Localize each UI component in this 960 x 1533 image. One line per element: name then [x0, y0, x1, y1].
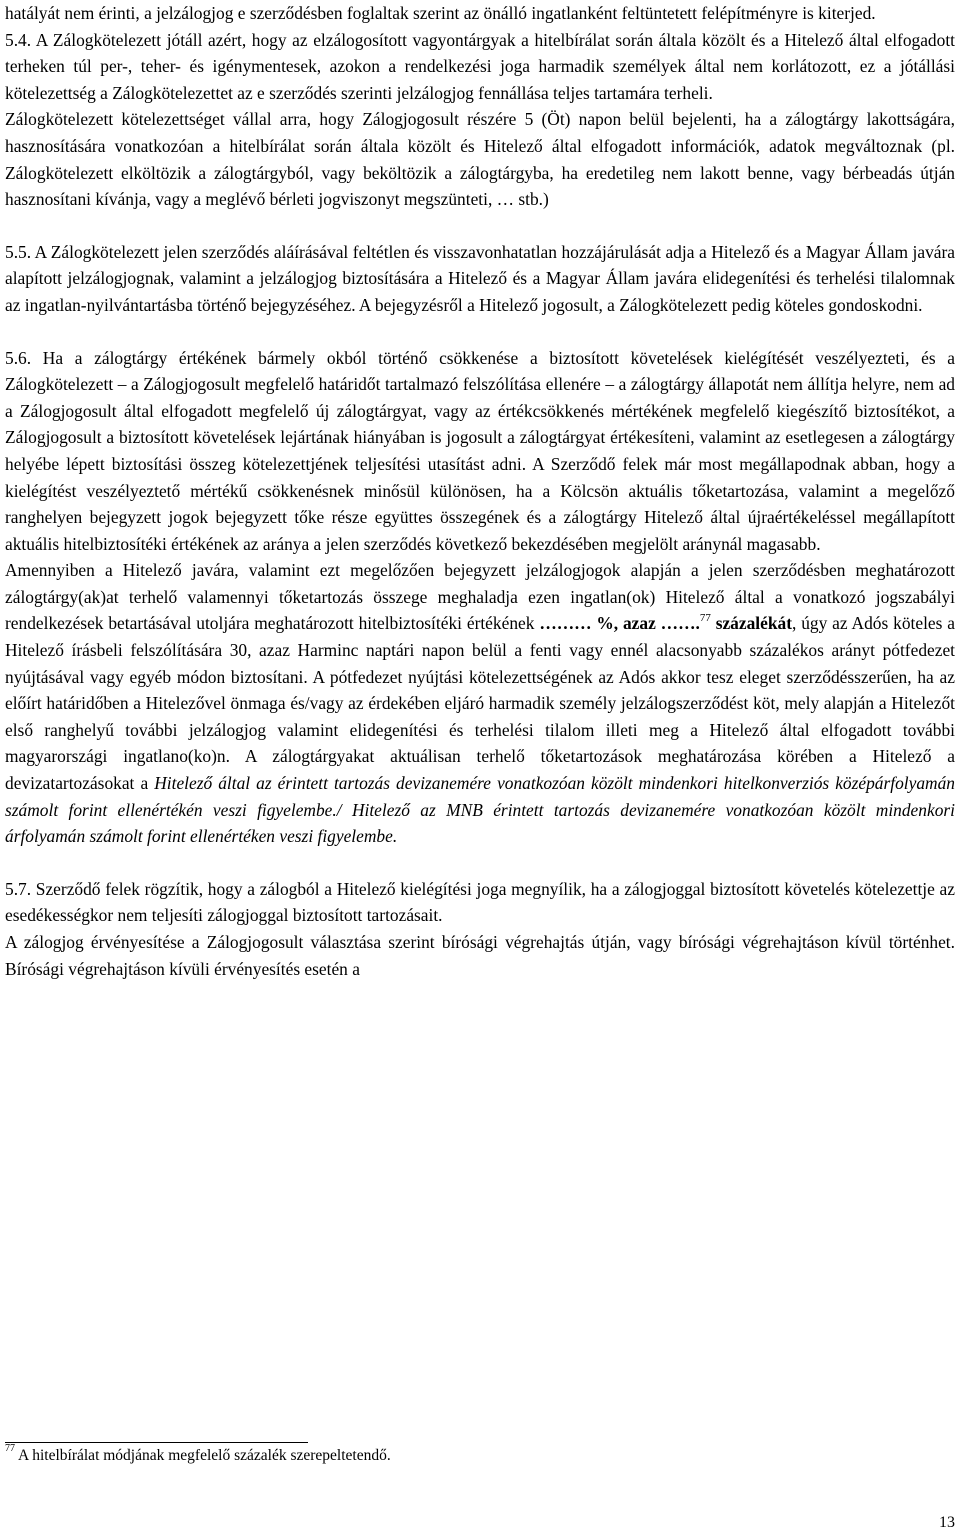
text-span: , úgy az Adós köteles a Hitelező írásbeli felszólítására 30, azaz Harminc naptári napon belül a fenti vagy ennél alacsonyabb százalékos arányt pótfedezet nyújtásával vagy egyéb módon biztosítani. A pótfedezet nyújtási kötelezettségének az Adós akkor tesz eleget szerződésszerűen, ha az előírt határidőben a Hitelezővel önmaga és/vagy az érdekében eljáró harmadik személy jelzálogszerződést köt, mely alapján a Hitelezőt első ranghelyű további jelzálogjog valamint elidegenítési és terhelési tilalom illeti meg a Hitelező által elfogadott további magyarországi ingatlano(ko)n. A zálogtárgyakat aktuálisan terhelő tőketartozások meghatározása körében a Hitelező a devizatartozásokat a	[5, 613, 955, 794]
italic-alternative-text: Hitelező által az érintett tartozás devizanemére vonatkozóan közölt mindenkori hitelkonverziós középárfolyamán számolt forint ellenértékén veszi figyelembe./ Hitelező az MNB érintett tartozás devizanemére vonatkozóan közölt mindenkori árfolyamán számolt forint ellenértéken veszi figyelembe.	[5, 773, 955, 847]
paragraph-gap	[5, 319, 955, 345]
bold-percent-word: százalékát	[710, 613, 792, 634]
document-page	[5, 0, 955, 982]
paragraph-gap	[5, 850, 955, 876]
paragraph-gap	[5, 213, 955, 239]
footnote	[5, 1442, 391, 1466]
paragraph-5-6-continued	[5, 557, 955, 850]
footnote-number: 77	[5, 1442, 15, 1454]
paragraph-continuation: hatályát nem érinti, a jelzálogjog e szerződésben foglaltak szerint az önálló ingatlanként feltüntetett felépítményre is kiterjed.	[5, 3, 876, 23]
text-span: Amennyiben a Hitelező javára, valamint ezt megelőzően bejegyzett jelzálogjogok alapján a jelen szerződésben meghatározott zálogtárgy(ak)at terhelő valamennyi tőketartozás összege meghaladja ezen ingatlan(ok) Hitelező által a vonatkozó jogszabályi rendelkezések betartásával utoljára meghatározott hitelbiztosítéki értékének	[5, 560, 955, 634]
footnote-divider	[5, 1442, 308, 1443]
blank-percentage: ……… %, azaz …….	[539, 613, 700, 634]
paragraph-5-4-continued: Zálogkötelezett kötelezettséget vállal arra, hogy Zálogjogosult részére 5 (Öt) napon belül bejelenti, ha a zálogtárgy lakottságára, hasznosítására vonatkozóan a hitelbírálat során általa közölt és Hitelező által elfogadott információk, adatok megváltoznak (pl. Zálogkötelezett elköltözik a zálogtárgyból, vagy beköltözik a zálogtárgyba, ha eredetileg nem lakott benne, vagy bérbeadás útján hasznosítani kívánja, vagy a meglévő bérleti jogviszonyt megszünteti, … stb.)	[5, 109, 955, 210]
paragraph-5-5: 5.5. A Zálogkötelezett jelen szerződés aláírásával feltétlen és visszavonhatatlan hozzájárulását adja a Hitelező és a Magyar Állam javára alapított jelzálogjognak, valamint a jelzálogjog biztosítására a Hitelező és a Magyar Állam javára elidegenítési és terhelési tilalomnak az ingatlan-nyilvántartásba történő bejegyzéséhez. A bejegyzésről a Hitelező jogosult, a Zálogkötelezett pedig köteles gondoskodni.	[5, 241, 955, 315]
page-number: 13	[939, 1514, 955, 1531]
paragraph-5-6: 5.6. Ha a zálogtárgy értékének bármely okból történő csökkenése a biztosított követelések kielégítését veszélyezteti, és a Zálogkötelezett – a Zálogjogosult megfelelő határidőt tartalmazó felszólítása ellenére – a zálogtárgy állapotát nem állítja helyre, nem ad a Zálogjogosult által elfogadott megfelelő új zálogtárgyat, vagy az értékcsökkenés mértékének megfelelő kiegészítő biztosítékot, a Zálogjogosult a biztosított követelések lejártának hiányában is jogosult a zálogtárgyat értékesíteni, valamint az esetlegesen a zálogtárgy helyébe lépett biztosítási összeg kötelezettjének teljesítési utasítást adni. A Szerződő felek már most megállapodnak abban, hogy a kielégítést veszélyeztető mértékű csökkenésnek minősül különösen, ha a Kölcsön aktuális tőketartozása, valamint a megelőző ranghelyen bejegyzett jogok bejegyzett tőke része együttes összegének és a zálogtárgy Hitelező által újraértékeléssel megállapított aktuális hitelbiztosítéki értékének az aránya a jelen szerződés következő bekezdésében megjelölt aránynál magasabb.	[5, 347, 955, 554]
footnote-reference[interactable]: 77	[699, 611, 711, 624]
paragraph-5-7: 5.7. Szerződő felek rögzítik, hogy a zálogból a Hitelező kielégítési joga megnyílik, ha a zálogjoggal biztosított követelés kötelezettje az esedékességkor nem teljesíti zálogjoggal biztosított tartozásait.	[5, 878, 955, 926]
footnote-text: A hitelbírálat módjának megfelelő százalék szerepeltetendő.	[15, 1447, 391, 1464]
paragraph-5-7-continued: A zálogjog érvényesítése a Zálogjogosult választása szerint bírósági végrehajtás útján, vagy bírósági végrehajtáson kívül történhet. Bírósági végrehajtáson kívüli érvényesítés esetén a	[5, 932, 955, 979]
paragraph-5-4: 5.4. A Zálogkötelezett jótáll azért, hogy az elzálogosított vagyontárgyak a hitelbírálat során általa közölt és a Hitelező által elfogadott terheken túl per-, teher- és igénymentesek, azokon a rendelkezési joga harmadik személyek által nem korlátozott, ez a jótállási kötelezettség a Zálogkötelezettet az e szerződés szerinti jelzálogjog fennállása teljes tartamára terheli.	[5, 29, 955, 103]
